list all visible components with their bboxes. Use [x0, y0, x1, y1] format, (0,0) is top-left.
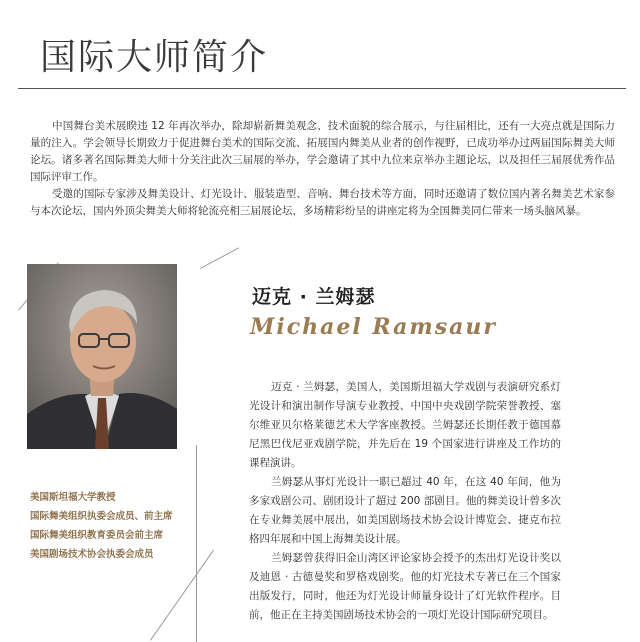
profile-titles-list: [30, 488, 200, 564]
decorative-line: [200, 247, 239, 269]
bio-paragraph: 兰姆瑟曾获得旧金山湾区评论家协会授予的杰出灯光设计奖以及迪恩 · 古德曼奖和罗格戏剧奖。他的灯光技术专著已在三个国家出版发行，同时，他还为灯光设计师量身设计了灯光软件程序。目前，他正在主持美国剧场技术协会的一项灯光设计国际研究项目。: [249, 552, 561, 621]
profile-title-item: 美国剧场技术协会执委会成员: [30, 549, 154, 560]
profile-title-item: 国际舞美组织执委会成员、前主席: [30, 511, 173, 522]
intro-paragraph: 受邀的国际专家涉及舞美设计、灯光设计、服装造型、音响、舞台技术等方面，同时还邀请了数位国内著名舞美艺术家参与本次论坛，国内外顶尖舞美大师将轮流亮相三届展论坛，多场精彩纷呈的讲座定将为全国舞美同仁带来一场头脑风暴。: [30, 188, 615, 217]
profile-bio: [249, 378, 561, 625]
bio-paragraph: 迈克 · 兰姆瑟，美国人，美国斯坦福大学戏剧与表演研究系灯光设计和演出制作导演专业教授、中国中央戏剧学院荣誉教授、塞尔维亚贝尔格莱德艺术大学客座教授。兰姆瑟还长期任教于德国慕尼黑巴伐尼亚戏剧学院，并先后在 19 个国家进行讲座及工作坊的课程演讲。: [249, 381, 561, 469]
page-title: 国际大师简介: [40, 37, 269, 79]
profile-title-item: 美国斯坦福大学教授: [30, 492, 116, 503]
portrait-illustration: [27, 264, 177, 449]
portrait-photo: [27, 264, 177, 449]
profile-name-english: Michael Ramsaur: [250, 314, 497, 340]
intro-paragraph: 中国舞台美术展睽违 12 年再次举办，除却崭新舞美观念、技术面貌的综合展示，与往届相比，还有一大亮点就是国际力量的注入。学会领导长期致力于促进舞台美术的国际交流、拓展国内舞美从业者的创作视野，已成功举办过两届国际舞美大师论坛。诸多著名国际舞美大师十分关注此次三届展的举办，学会邀请了其中九位来京举办主题论坛，以及担任三届展优秀作品国际评审工作。: [30, 120, 615, 183]
profile-title-item: 国际舞美组织教育委员会前主席: [30, 530, 164, 541]
bio-paragraph: 兰姆瑟从事灯光设计一职已超过 40 年，在这 40 年间，他为多家戏剧公司、剧团设计了超过 200 部剧目。他的舞美设计曾多次在专业舞美展中展出，如美国剧场技术协会设计博览会、捷克布拉格四年展和中国上海舞美设计展。: [249, 476, 561, 545]
title-divider: [18, 88, 626, 89]
intro-section: [30, 118, 615, 220]
profile-name-chinese: 迈克 · 兰姆瑟: [252, 286, 376, 308]
